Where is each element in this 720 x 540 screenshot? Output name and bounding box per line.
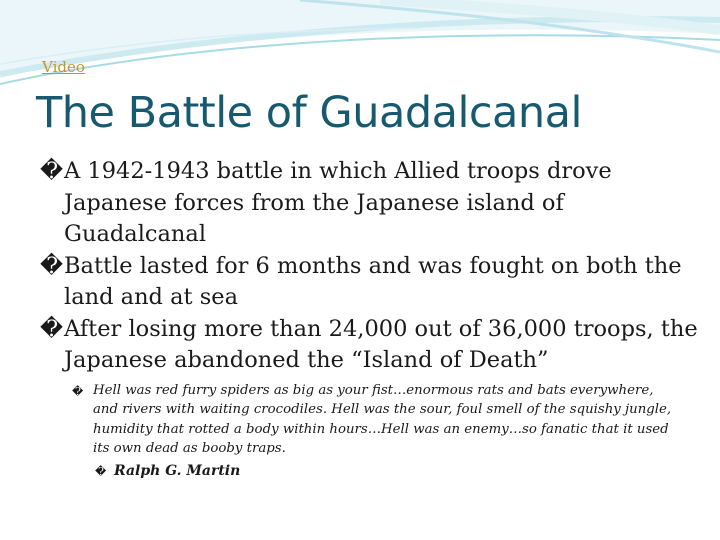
bullet-text: After losing more than 24,000 out of 36,000 troops, the Japanese abandoned the “Island of Death” bbox=[64, 315, 698, 373]
bullet-text: A 1942-1943 battle in which Allied troops drove Japanese forces from the Japanese island of Guadalcanal bbox=[64, 158, 612, 247]
bullet-marker-icon: � bbox=[40, 315, 64, 342]
bullet-list bbox=[40, 156, 700, 481]
bullet-item bbox=[40, 251, 700, 314]
video-link[interactable]: Video bbox=[42, 58, 85, 76]
bullet-marker-icon: � bbox=[40, 158, 64, 184]
header-swoosh-decoration bbox=[0, 0, 720, 90]
bullet-marker-icon: � bbox=[40, 252, 64, 279]
attribution-marker-icon: � bbox=[95, 464, 107, 478]
bullet-item bbox=[40, 314, 700, 377]
quote-text: Hell was red furry spiders as big as your fist…enormous rats and bats everywhere, and rivers with waiting crocodiles. Hell was the sour, foul smell of the squishy jungle, humidity that rotted a body within hours…Hell was an enemy…so fanatic that it used its own dead as booby traps. bbox=[93, 382, 672, 456]
quote-marker-icon: � bbox=[72, 384, 84, 398]
quote-block bbox=[40, 381, 673, 459]
attribution-text: Ralph G. Martin bbox=[114, 462, 241, 479]
bullet-text: Battle lasted for 6 months and was fought on both the land and at sea bbox=[64, 252, 682, 310]
bullet-item bbox=[40, 156, 700, 251]
quote-attribution bbox=[40, 461, 700, 481]
slide-title: The Battle of Guadalcanal bbox=[36, 88, 582, 138]
